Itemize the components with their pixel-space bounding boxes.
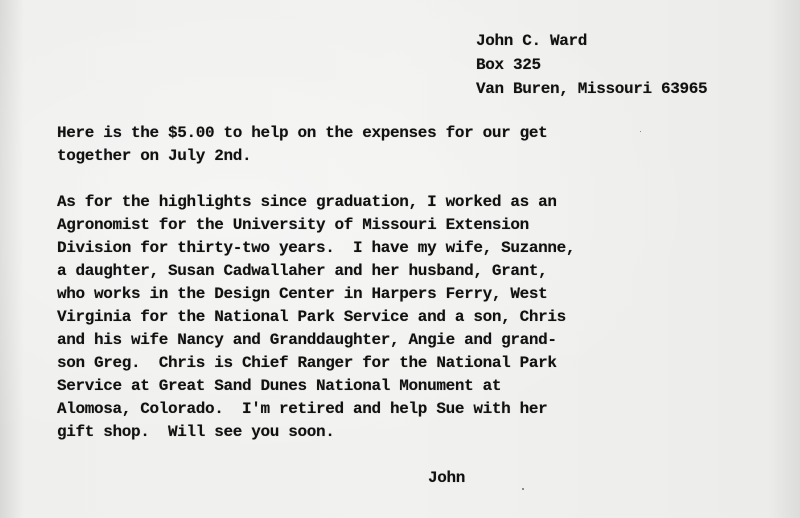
paragraph-2-line: gift shop. Will see you soon. [57,423,335,441]
paragraph-2-line: who works in the Design Center in Harpers Ferry, West [57,285,548,303]
sender-city: Van Buren, Missouri 63965 [476,80,708,98]
paragraph-2-line: Service at Great Sand Dunes National Monument at [57,377,502,395]
paper-speck [522,488,524,490]
paragraph-1-line: together on July 2nd. [57,147,252,165]
sender-box: Box 325 [476,56,541,74]
sender-name: John C. Ward [476,32,588,50]
paragraph-2-line: Agronomist for the University of Missouri Extension [57,216,529,234]
paragraph-1-line: Here is the $5.00 to help on the expenses for our get [57,124,548,142]
paper-speck [640,131,641,132]
paragraph-2-line: Division for thirty-two years. I have my wife, Suzanne, [57,239,576,257]
paragraph-2-line: a daughter, Susan Cadwallaher and her husband, Grant, [57,262,548,280]
paragraph-2-line: son Greg. Chris is Chief Ranger for the National Park [57,354,557,372]
signature: John [428,469,466,487]
paragraph-2-line: Alomosa, Colorado. I'm retired and help Sue with her [57,400,548,418]
paragraph-2-line: and his wife Nancy and Granddaughter, Angie and grand- [57,331,557,349]
paragraph-2-line: Virginia for the National Park Service and a son, Chris [57,308,566,326]
paragraph-2-line: As for the highlights since graduation, I worked as an [57,193,557,211]
